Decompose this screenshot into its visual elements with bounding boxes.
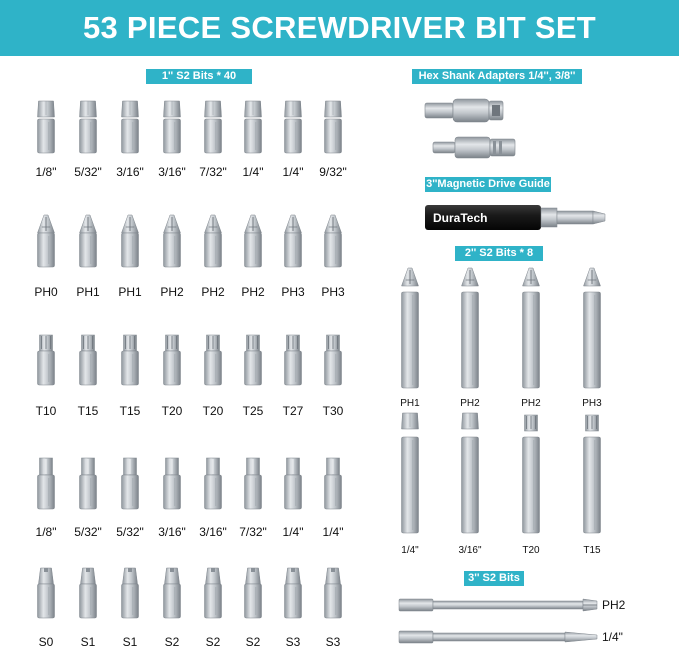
one-inch-bit-label-phillips-6: PH2 (241, 285, 265, 299)
one-inch-bit-torx-2 (80, 335, 97, 385)
one-inch-bit-slotted-7 (285, 101, 302, 153)
one-inch-bit-slotted-8 (325, 101, 342, 153)
one-inch-bit-label-square-3: S1 (122, 635, 138, 649)
one-inch-bit-hex-5 (205, 458, 222, 509)
one-inch-bit-label-torx-5: T20 (202, 404, 224, 418)
one-inch-bit-label-torx-1: T10 (35, 404, 57, 418)
one-inch-bit-phillips-5 (205, 215, 222, 267)
one-inch-bit-label-square-2: S1 (80, 635, 96, 649)
one-inch-bit-slotted-3 (122, 101, 139, 153)
one-inch-bit-label-torx-6: T25 (242, 404, 264, 418)
one-inch-bit-torx-6 (245, 335, 262, 385)
one-inch-bit-torx-3 (122, 335, 139, 385)
one-inch-bit-hex-2 (80, 458, 97, 509)
one-inch-bit-square-6 (245, 568, 262, 618)
one-inch-bit-square-3 (122, 568, 139, 618)
one-inch-bit-label-slotted-6: 1/4" (242, 165, 264, 179)
one-inch-bit-torx-1 (38, 335, 55, 385)
two-inch-bit-label-1: PH1 (400, 398, 420, 409)
one-inch-bit-label-hex-7: 1/4" (282, 525, 304, 539)
one-inch-bit-label-torx-8: T30 (322, 404, 344, 418)
two-inch-bit-label-3: PH2 (521, 398, 541, 409)
one-inch-bit-phillips-1 (38, 215, 55, 267)
one-inch-bit-square-5 (205, 568, 222, 618)
one-inch-bit-label-hex-5: 3/16" (199, 525, 227, 539)
two-inch-bit-label-4: PH3 (582, 398, 602, 409)
one-inch-bit-label-hex-8: 1/4" (322, 525, 344, 539)
one-inch-bit-phillips-8 (325, 215, 342, 267)
one-inch-bit-label-phillips-5: PH2 (201, 285, 225, 299)
two-inch-bit-label-4: T15 (583, 545, 601, 556)
one-inch-bit-torx-8 (325, 335, 342, 385)
one-inch-bit-hex-4 (164, 458, 181, 509)
one-inch-bit-label-phillips-7: PH3 (281, 285, 305, 299)
magnetic-drive-guide (425, 205, 605, 230)
one-inch-bit-hex-7 (285, 458, 302, 509)
one-inch-bit-label-slotted-3: 3/16" (116, 165, 144, 179)
one-inch-bit-label-phillips-8: PH3 (321, 285, 345, 299)
one-inch-bit-square-1 (38, 568, 55, 618)
one-inch-bit-label-slotted-5: 7/32" (199, 165, 227, 179)
one-inch-bit-label-slotted-4: 3/16" (158, 165, 186, 179)
one-inch-bit-label-torx-7: T27 (282, 404, 304, 418)
one-inch-bit-label-slotted-7: 1/4" (282, 165, 304, 179)
one-inch-bit-label-phillips-1: PH0 (34, 285, 58, 299)
one-inch-bit-slotted-2 (80, 101, 97, 153)
one-inch-bit-label-torx-3: T15 (119, 404, 141, 418)
one-inch-bit-square-7 (285, 568, 302, 618)
three-inch-bit-label-ph2: PH2 (602, 598, 626, 612)
one-inch-bit-phillips-3 (122, 215, 139, 267)
two-inch-bit-phillips-4 (584, 268, 601, 388)
one-inch-bit-label-slotted-2: 5/32" (74, 165, 102, 179)
two-inch-bit-torx-4 (584, 415, 601, 533)
hex-shank-adapters-label: Hex Shank Adapters 1/4'', 3/8'' (412, 69, 582, 84)
one-inch-bit-torx-5 (205, 335, 222, 385)
three-inch-bit-slotted (399, 631, 597, 643)
one-inch-bit-label-square-7: S3 (285, 635, 301, 649)
page-title: 53 PIECE SCREWDRIVER BIT SET (0, 0, 679, 56)
one-inch-bit-slotted-6 (245, 101, 262, 153)
one-inch-bit-hex-8 (325, 458, 342, 509)
two-inch-bit-slotted-2 (462, 413, 479, 533)
one-inch-bit-square-4 (164, 568, 181, 618)
one-inch-bit-label-hex-4: 3/16" (158, 525, 186, 539)
three-inch-bits-label: 3'' S2 Bits (464, 571, 524, 586)
socket-adapter-1-4 (433, 137, 515, 158)
two-inch-bit-slotted-1 (402, 413, 419, 533)
two-inch-bit-phillips-3 (523, 268, 540, 388)
one-inch-bit-phillips-4 (164, 215, 181, 267)
one-inch-bit-slotted-4 (164, 101, 181, 153)
one-inch-bit-torx-7 (285, 335, 302, 385)
one-inch-bit-label-square-1: S0 (38, 635, 54, 649)
one-inch-bit-label-square-4: S2 (164, 635, 180, 649)
one-inch-bit-square-8 (325, 568, 342, 618)
one-inch-bit-hex-3 (122, 458, 139, 509)
two-inch-bit-label-1: 1/4" (401, 545, 419, 556)
one-inch-bit-label-hex-2: 5/32" (74, 525, 102, 539)
one-inch-bit-square-2 (80, 568, 97, 618)
two-inch-bit-grid (402, 268, 601, 533)
three-inch-bit-ph2 (399, 599, 597, 611)
two-inch-bits-label: 2'' S2 Bits * 8 (455, 246, 543, 261)
one-inch-bit-phillips-6 (245, 215, 262, 267)
one-inch-bits-label: 1'' S2 Bits * 40 (146, 69, 252, 84)
one-inch-bit-hex-1 (38, 458, 55, 509)
one-inch-bit-label-hex-1: 1/8" (35, 525, 57, 539)
one-inch-bit-label-square-8: S3 (325, 635, 341, 649)
one-inch-bit-label-square-5: S2 (205, 635, 221, 649)
one-inch-bit-label-square-6: S2 (245, 635, 261, 649)
two-inch-bit-torx-3 (523, 415, 540, 533)
one-inch-bit-slotted-5 (205, 101, 222, 153)
one-inch-bit-label-torx-2: T15 (77, 404, 99, 418)
two-inch-bit-phillips-1 (402, 268, 419, 388)
one-inch-bit-label-phillips-2: PH1 (76, 285, 100, 299)
one-inch-bit-torx-4 (164, 335, 181, 385)
one-inch-bit-label-phillips-3: PH1 (118, 285, 142, 299)
one-inch-bit-slotted-1 (38, 101, 55, 153)
one-inch-bit-phillips-7 (285, 215, 302, 267)
one-inch-bit-label-phillips-4: PH2 (160, 285, 184, 299)
one-inch-bit-label-slotted-1: 1/8" (35, 165, 57, 179)
one-inch-bit-label-torx-4: T20 (161, 404, 183, 418)
one-inch-bit-label-hex-6: 7/32" (239, 525, 267, 539)
two-inch-bit-label-2: PH2 (460, 398, 480, 409)
three-inch-bit-label-slotted: 1/4" (602, 630, 623, 644)
two-inch-bit-label-2: 3/16" (458, 545, 482, 556)
socket-adapter-3-8 (425, 99, 503, 122)
one-inch-bit-hex-6 (245, 458, 262, 509)
one-inch-bit-label-slotted-8: 9/32" (319, 165, 347, 179)
two-inch-bit-phillips-2 (462, 268, 479, 388)
one-inch-bit-phillips-2 (80, 215, 97, 267)
magnetic-drive-guide-label: 3''Magnetic Drive Guide (426, 178, 550, 190)
one-inch-bit-label-hex-3: 5/32" (116, 525, 144, 539)
two-inch-bit-label-3: T20 (522, 545, 540, 556)
duratech-logo: DuraTech (433, 211, 488, 225)
